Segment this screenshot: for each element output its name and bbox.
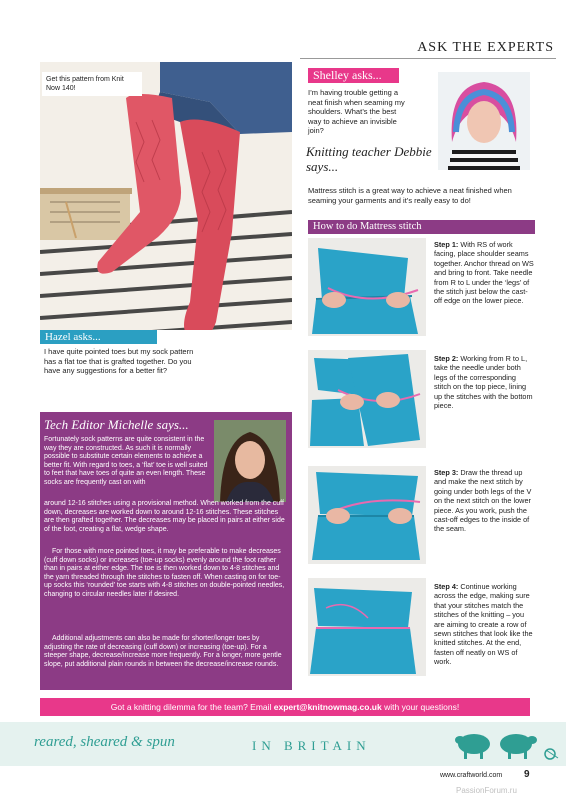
step-4-body: Continue working across the edge, making sure that your stitches match the stitches of the knitting – you are aiming to create a row of sewn stitches that look like the knitted stitches. At the end, fasten off neatly on WS of work. <box>434 582 533 667</box>
step-4-illustration <box>308 578 426 676</box>
sock-photo <box>40 62 292 352</box>
michelle-portrait <box>214 420 286 502</box>
sock-illustration <box>40 62 292 352</box>
dilemma-suffix: with your questions! <box>381 702 460 712</box>
shelley-ask-label: Shelley asks... <box>308 68 399 83</box>
step-1-body: With RS of work facing, place shoulder seams together. Anchor thread on WS and bring to front. Take needle from R to L under the ‘legs’ of the stitch just below the cast-off edge on the lower piece. <box>434 240 534 306</box>
header-rule <box>300 58 556 59</box>
step-2-body: Working from R to L, take the needle under both legs of the corresponding stitch on the top piece, lining up the stitches with the bottom piece. <box>434 354 533 411</box>
michelle-paragraph-4: Additional adjustments can also be made for shorter/longer toes by adjusting the rate of decreasing (cuff down) or increasing (toe-up). For a steeper shape, decrease/increase more frequently. For a longer, more gentle slope, put additional plain rounds in between the decrease/increase rounds. <box>44 635 282 668</box>
step-2-image <box>308 350 426 448</box>
michelle-title: Tech Editor Michelle says... <box>44 417 189 432</box>
step-3-image <box>308 466 426 564</box>
step-1-illustration <box>308 238 426 336</box>
footer-url[interactable]: www.craftworld.com <box>440 772 503 779</box>
step-4-text <box>434 582 534 667</box>
debbie-says-label: Knitting teacher Debbie says... <box>306 144 432 174</box>
debbie-answer: Mattress stitch is a great way to achieve a neat finished when seaming your garments and it’s really easy to do! <box>308 186 512 205</box>
dilemma-prefix: Got a knitting dilemma for the team? Email <box>110 702 274 712</box>
michelle-portrait-image <box>214 420 286 502</box>
michelle-paragraph-2: around 12-16 stitches using a provisional method. When worked from the cuff down, decreases are worked down to around 12-16 stitches. These stitches are then grafted together. The decreases may be placed in pairs at either side of the foot, creating a flat, wedge shape. <box>44 500 285 533</box>
michelle-paragraph-1: Fortunately sock patterns are quite consistent in the way they are constructed. As such it is normally possible to substitute certain elements to achieve a better fit. With regard to toes, a ‘flat’ toe is well suited to feet that have toes of quite an even length. These socks are frequently cast on with <box>44 436 208 486</box>
debbie-portrait <box>438 72 530 170</box>
page-number: 9 <box>524 769 530 780</box>
watermark: PassionForum.ru <box>456 786 517 795</box>
step-1-image <box>308 238 426 336</box>
hazel-question: I have quite pointed toes but my sock pattern has a flat toe that is grafted together. Do you have any suggestions for a better fit? <box>44 347 194 375</box>
step-1-label: Step 1: <box>434 240 459 249</box>
hazel-ask-label: Hazel asks... <box>40 330 157 344</box>
step-3-body: Draw the thread up and make the next stitch by going under both legs of the V on the next stitch on the lower piece. As you work, push the cast-off edges to the inside of the seam. <box>434 468 532 534</box>
section-title: ASK THE EXPERTS <box>417 40 554 55</box>
step-4-label: Step 4: <box>434 582 459 591</box>
dilemma-banner <box>40 698 530 716</box>
banner-britain-text: IN BRITAIN <box>252 738 371 753</box>
michelle-paragraph-3: For those with more pointed toes, it may be preferable to make decreases (cuff down socks) or increases (toe-up socks) evenly around the foot rather than in pairs at either edge. The toe is then worked down to 4-8 stitches and the yarn threaded through the stitches to fasten off. When casting on for toe-up socks this ‘rounded’ toe starts with 4-8 stitches on double-pointed needles, changing to circular needles later if desired. <box>44 548 285 598</box>
pattern-tag: Get this pattern from Knit Now 140! <box>42 72 142 96</box>
step-3-illustration <box>308 466 426 564</box>
banner-script-text: reared, sheared & spun <box>34 734 175 750</box>
expert-email-link[interactable]: expert@knitnowmag.co.uk <box>273 702 382 712</box>
shelley-question: I’m having trouble getting a neat finish when seaming my shoulders. What’s the best way to achieve an invisible join? <box>308 88 405 135</box>
sheep-icon <box>452 726 562 762</box>
debbie-portrait-image <box>438 72 530 170</box>
step-4-image <box>308 578 426 676</box>
step-2-illustration <box>308 350 426 448</box>
step-3-text <box>434 468 534 534</box>
step-1-text <box>434 240 534 306</box>
howto-title: How to do Mattress stitch <box>308 220 535 234</box>
step-3-label: Step 3: <box>434 468 459 477</box>
step-2-text <box>434 354 534 410</box>
step-2-label: Step 2: <box>434 354 459 363</box>
